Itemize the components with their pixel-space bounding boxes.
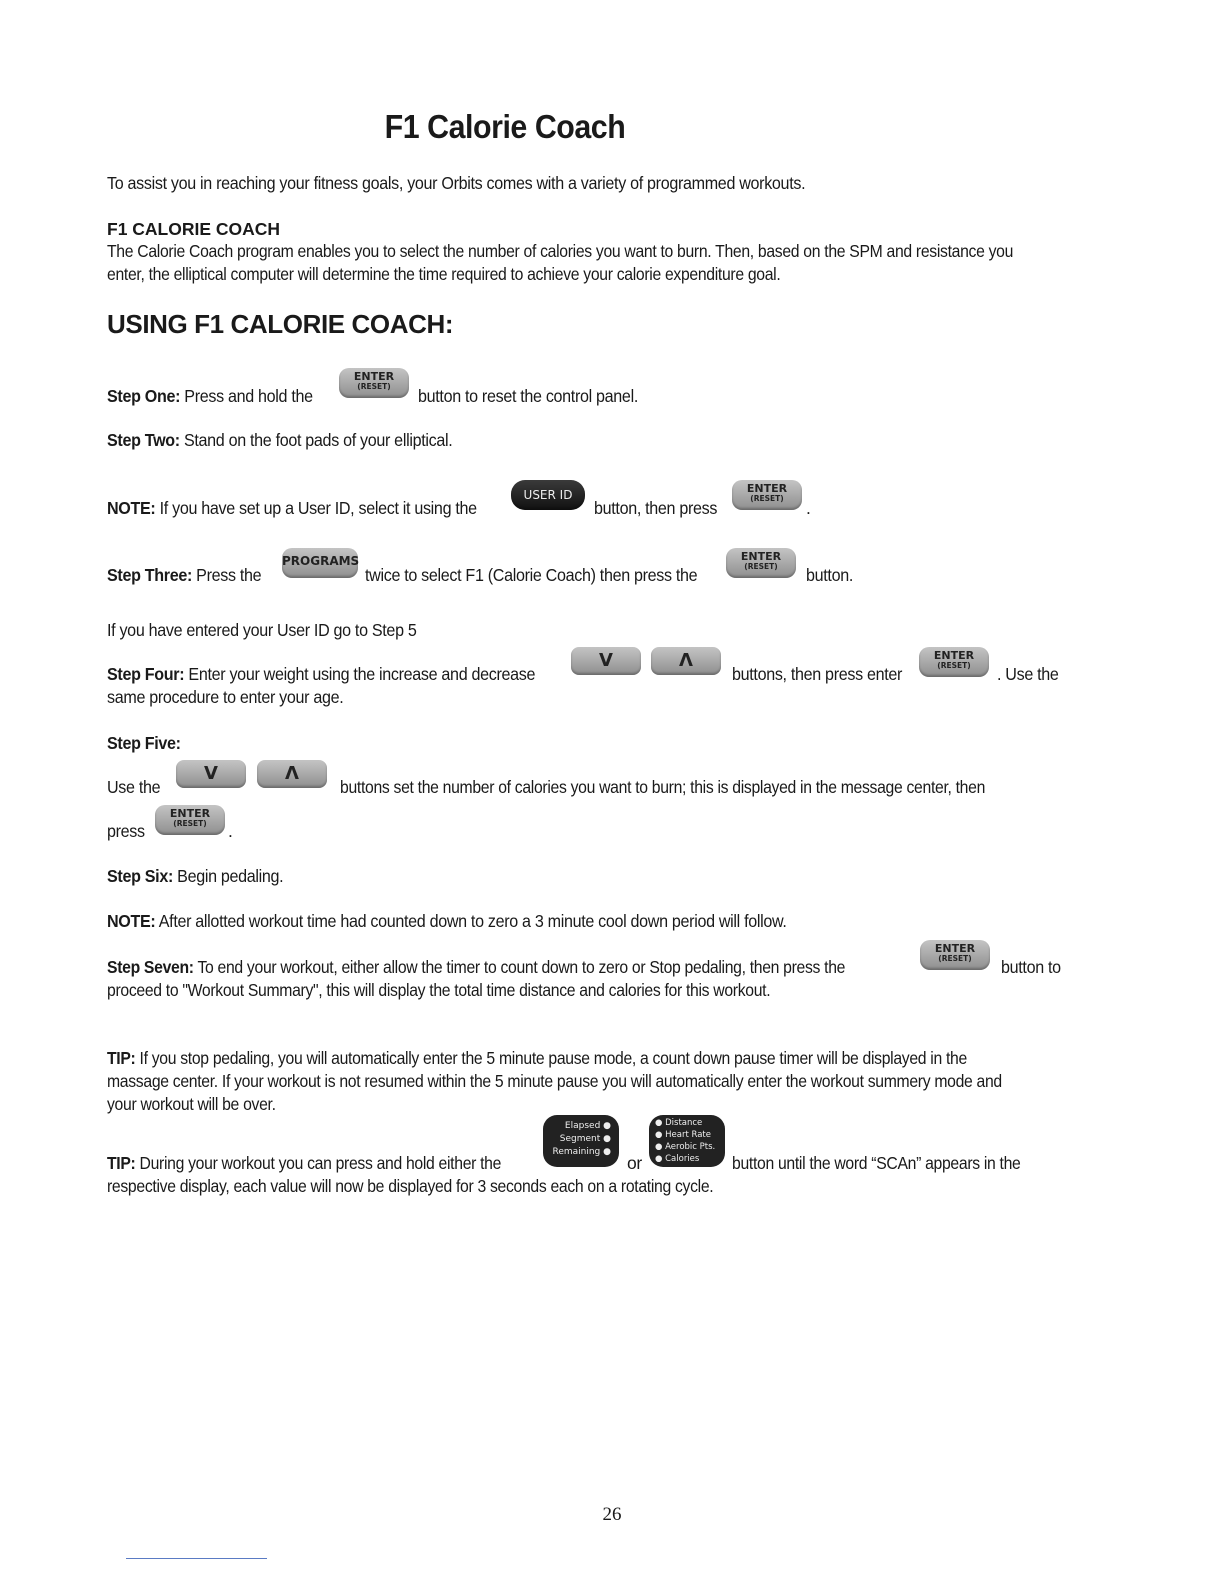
tip-scan-after: button until the word “SCAn” appears in the — [732, 1153, 1021, 1173]
userid-skip-line: If you have entered your User ID go to Step 5 — [107, 620, 417, 640]
note-userid-before: If you have set up a User ID, select it using the — [159, 498, 477, 518]
step-seven-after: button to — [1001, 957, 1061, 977]
step-three-before: Press the — [196, 565, 262, 585]
section-heading: F1 CALORIE COACH — [107, 219, 281, 239]
user-id-button-icon: USER ID — [511, 480, 585, 510]
footnote-divider — [126, 1558, 267, 1559]
step-five-label: Step Five: — [107, 733, 181, 753]
step-five-press: press — [107, 821, 145, 841]
programs-button-icon: PROGRAMS — [282, 548, 358, 578]
elapsed-segment-remaining-button-icon: Elapsed ● Segment ● Remaining ● — [543, 1115, 619, 1167]
intro-paragraph: To assist you in reaching your fitness goals, your Orbits comes with a variety of programmed workouts. — [107, 173, 806, 193]
step-six-text: Begin pedaling. — [177, 866, 284, 886]
step-one-after: button to reset the control panel. — [418, 386, 638, 406]
step-two-text: Stand on the foot pads of your elliptical. — [183, 430, 453, 450]
tip-scan-before: During your workout you can press and hold either the — [139, 1153, 502, 1173]
step-five-use-the: Use the — [107, 777, 161, 797]
step-three — [107, 564, 261, 587]
tip-pause-text1: If you stop pedaling, you will automatically enter the 5 minute pause mode, a count down pause timer will be displayed in the — [139, 1048, 967, 1068]
page-number: 26 — [602, 1504, 622, 1525]
note-cooldown — [107, 910, 787, 933]
step-two-label: Step Two: — [107, 430, 180, 450]
note-label: NOTE: — [107, 498, 156, 518]
decrease-button-icon: V — [176, 760, 246, 788]
enter-reset-button-icon: ENTER (RESET) — [155, 805, 225, 835]
tip-label: TIP: — [107, 1048, 136, 1068]
tip-pause-line1 — [107, 1047, 967, 1070]
step-four-middle: buttons, then press enter — [732, 664, 903, 684]
step-four-before: Enter your weight using the increase and decrease — [188, 664, 536, 684]
step-three-label: Step Three: — [107, 565, 193, 585]
step-four-line2: same procedure to enter your age. — [107, 687, 344, 707]
increase-button-icon: Λ — [257, 760, 327, 788]
note-userid — [107, 497, 477, 520]
enter-reset-button-icon: ENTER (RESET) — [920, 940, 990, 970]
step-seven-label: Step Seven: — [107, 957, 194, 977]
tip-scan-line2: respective display, each value will now be displayed for 3 seconds each on a rotating cycle. — [107, 1176, 714, 1196]
step-five-text: buttons set the number of calories you want to burn; this is displayed in the message center, then — [340, 777, 986, 797]
note-cooldown-text: After allotted workout time had counted down to zero a 3 minute cool down period will follow. — [158, 911, 787, 931]
tip-scan-label: TIP: — [107, 1153, 136, 1173]
step-six — [107, 865, 283, 888]
note-userid-end: . — [806, 498, 811, 518]
section-text-line2: enter, the elliptical computer will determine the time required to achieve your calorie expenditure goal. — [107, 264, 781, 284]
distance-heartrate-aerobic-calories-button-icon: ● Distance ● Heart Rate ● Aerobic Pts. ● Calories — [649, 1115, 725, 1167]
enter-reset-button-icon: ENTER (RESET) — [919, 647, 989, 677]
step-four-label: Step Four: — [107, 664, 185, 684]
note-cooldown-label: NOTE: — [107, 911, 156, 931]
tip-pause-line3: your workout will be over. — [107, 1094, 276, 1114]
step-seven-before: To end your workout, either allow the timer to count down to zero or Stop pedaling, then press the — [197, 957, 846, 977]
section-text-line1: The Calorie Coach program enables you to select the number of calories you want to burn. Then, based on the SPM and resistance you — [107, 241, 1014, 261]
using-heading: USING F1 CALORIE COACH: — [107, 309, 454, 339]
step-two — [107, 429, 452, 452]
step-seven-line2: proceed to "Workout Summary", this will display the total time distance and calories for this workout. — [107, 980, 771, 1000]
page-title: F1 Calorie Coach — [384, 108, 626, 145]
step-one-label: Step One: — [107, 386, 181, 406]
tip-pause-line2: massage center. If your workout is not resumed within the 5 minute pause you will automatically enter the workout summery mode and — [107, 1071, 1002, 1091]
tip-scan — [107, 1152, 501, 1175]
step-seven — [107, 956, 845, 979]
enter-reset-button-icon: ENTER (RESET) — [726, 548, 796, 578]
decrease-button-icon: V — [571, 647, 641, 675]
tip-scan-or: or — [627, 1153, 642, 1173]
step-five-end: . — [228, 821, 233, 841]
step-four-after: . Use the — [997, 664, 1059, 684]
enter-reset-button-icon: ENTER (RESET) — [339, 368, 409, 398]
step-four — [107, 663, 535, 686]
step-three-after: button. — [806, 565, 853, 585]
step-one-before: Press and hold the — [184, 386, 313, 406]
increase-button-icon: Λ — [651, 647, 721, 675]
step-six-label: Step Six: — [107, 866, 173, 886]
enter-reset-button-icon: ENTER (RESET) — [732, 480, 802, 510]
note-userid-middle: button, then press — [594, 498, 718, 518]
step-one — [107, 385, 313, 408]
step-three-middle: twice to select F1 (Calorie Coach) then press the — [365, 565, 698, 585]
